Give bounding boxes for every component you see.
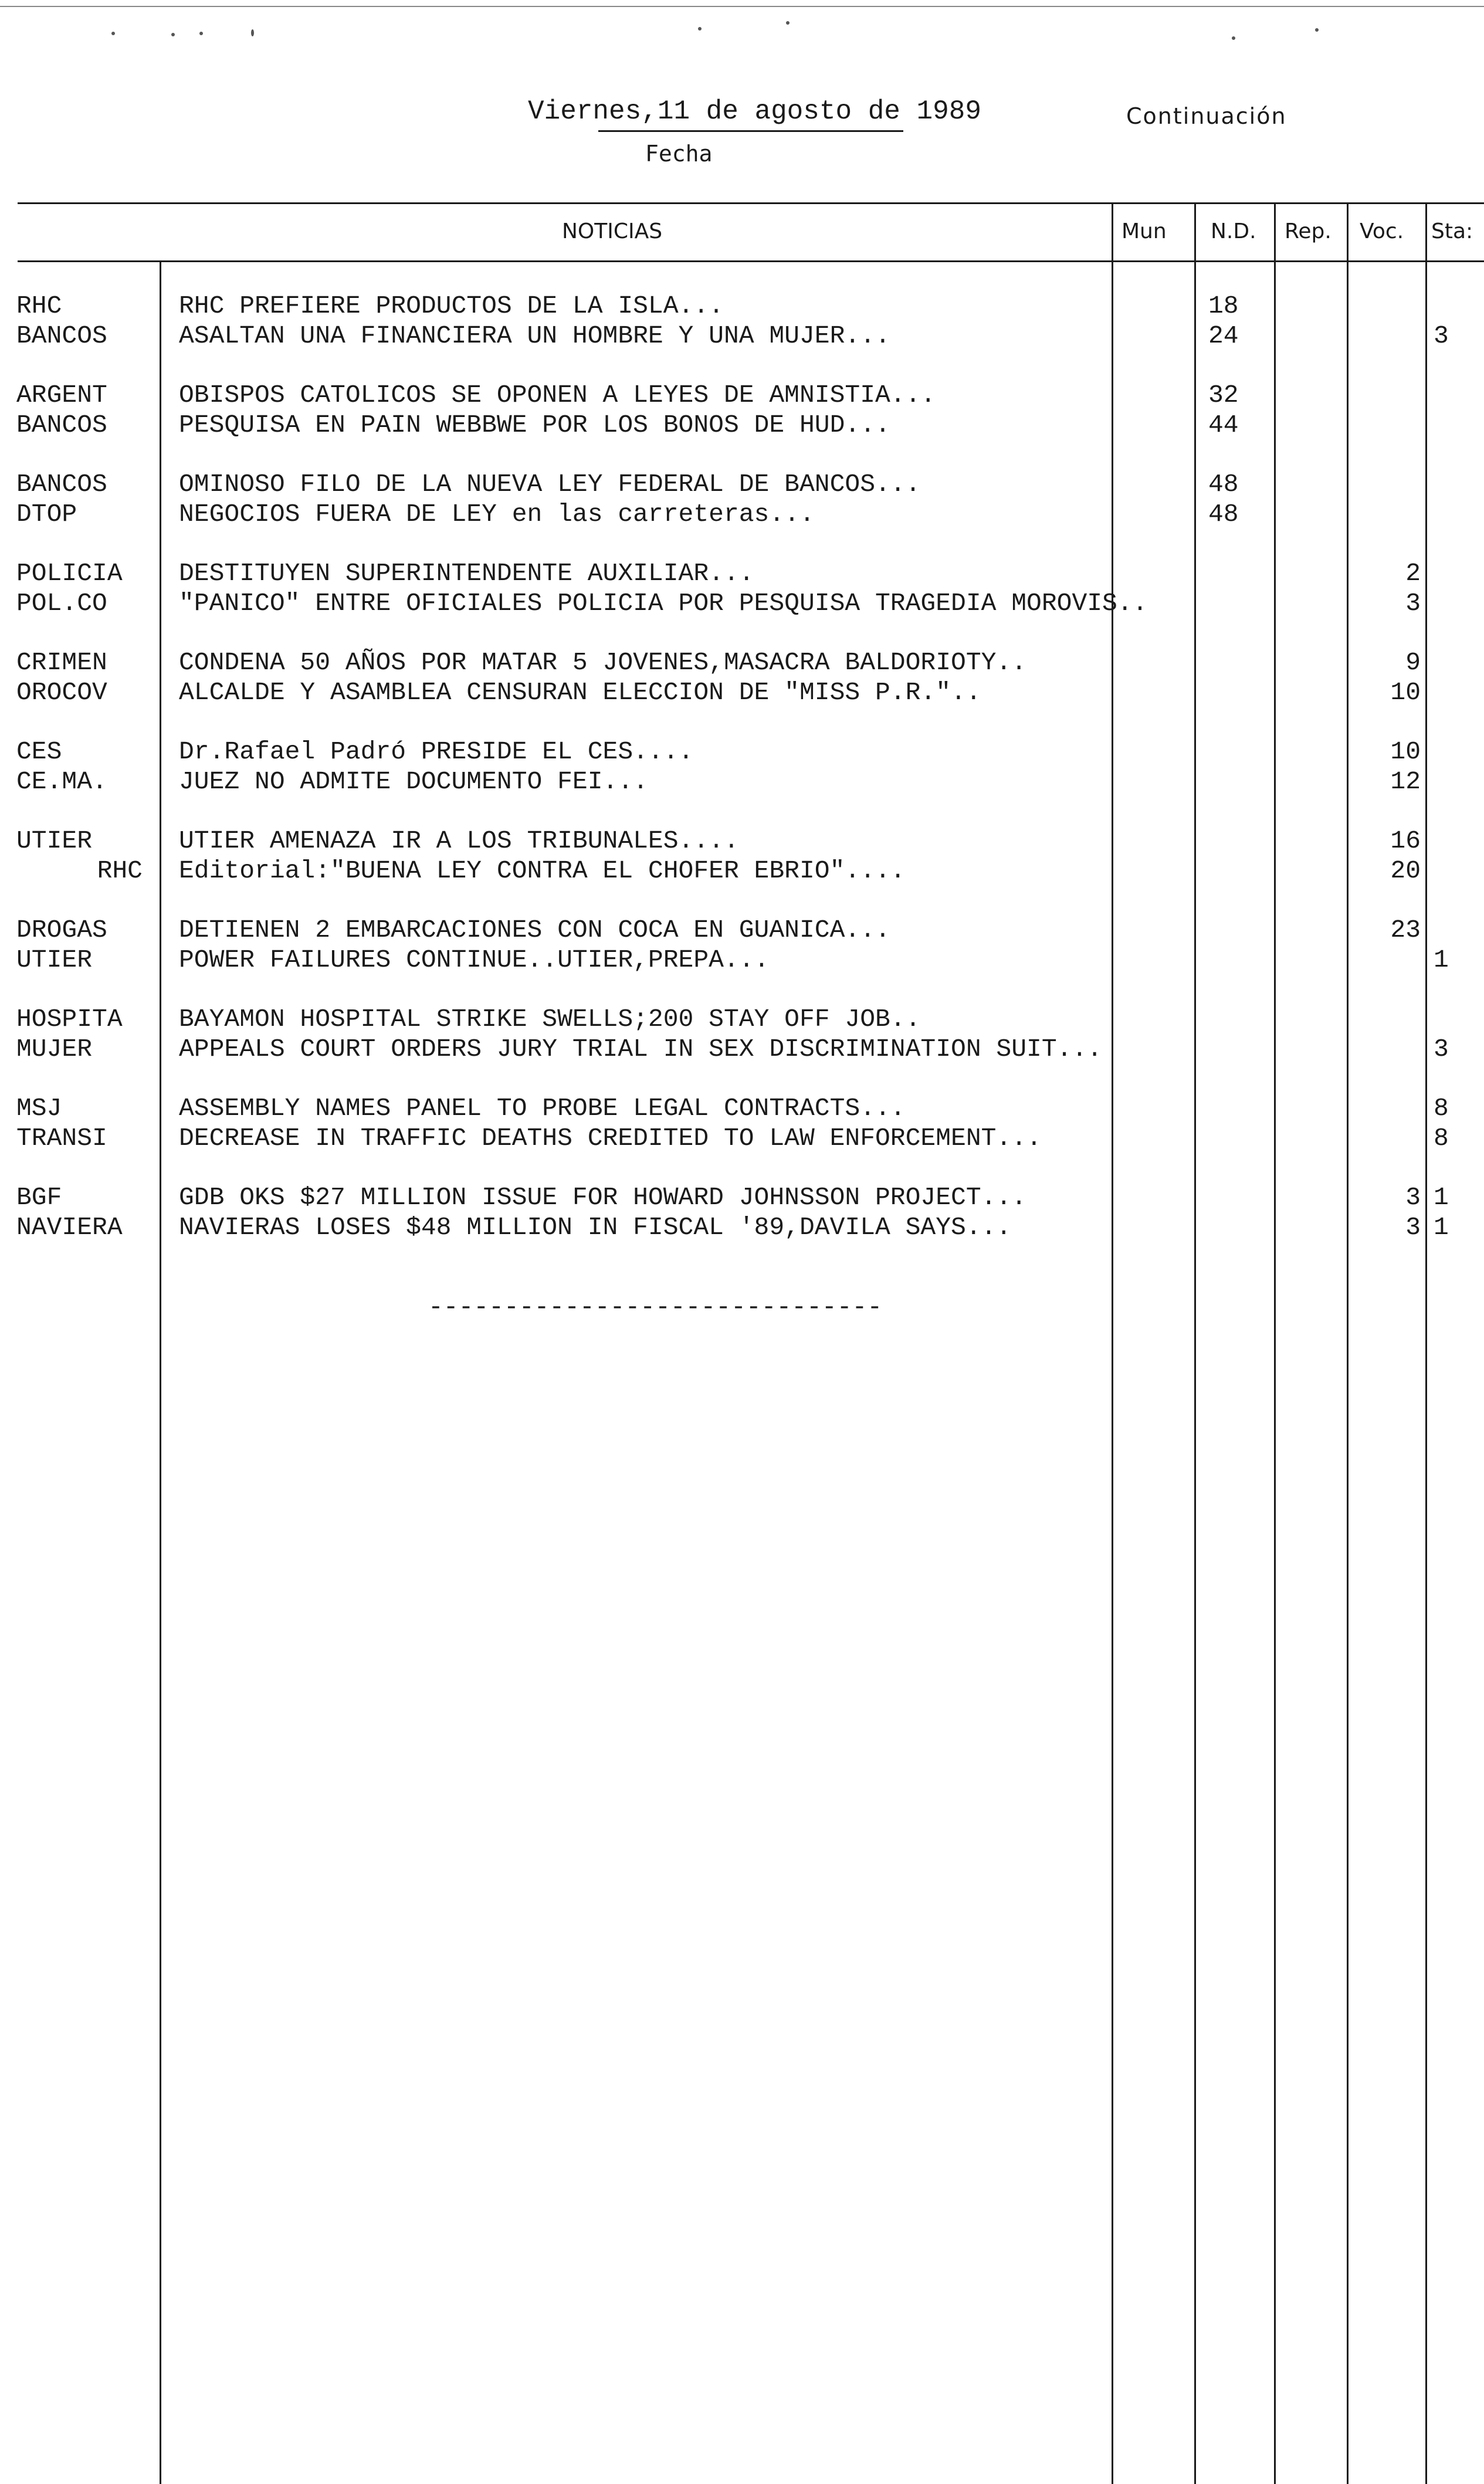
- row-category: HOSPITA: [16, 1005, 123, 1033]
- scan-speck: [199, 32, 203, 35]
- date-underline: [598, 130, 903, 132]
- row-category: POLICIA: [16, 559, 123, 588]
- row-headline: NEGOCIOS FUERA DE LEY en las carreteras...: [179, 500, 815, 528]
- row-category: NAVIERA: [16, 1213, 123, 1242]
- row-headline: "PANICO" ENTRE OFICIALES POLICIA POR PESQUISA TRAGEDIA MOROVIS..: [179, 589, 1148, 618]
- row-category: UTIER: [16, 946, 93, 974]
- row-category: ARGENT: [16, 381, 107, 409]
- row-headline: UTIER AMENAZA IR A LOS TRIBUNALES....: [179, 826, 739, 855]
- end-separator: ------------------------------: [428, 1293, 883, 1321]
- column-noticias: NOTICIAS: [562, 219, 663, 243]
- row-headline: PESQUISA EN PAIN WEBBWE POR LOS BONOS DE HUD...: [179, 411, 890, 439]
- category-column-rule: [160, 262, 161, 2484]
- row-star-page: 1: [1434, 1183, 1449, 1212]
- scan-speck: [1315, 28, 1319, 32]
- column-rep: Rep.: [1285, 219, 1331, 243]
- scan-speck: [251, 29, 254, 36]
- row-star-page: 8: [1434, 1094, 1449, 1123]
- fecha-label: Fecha: [645, 141, 713, 167]
- row-headline: BAYAMON HOSPITAL STRIKE SWELLS;200 STAY OFF JOB..: [179, 1005, 921, 1033]
- table-top-rule: [18, 202, 1484, 204]
- row-headline: GDB OKS $27 MILLION ISSUE FOR HOWARD JOHNSSON PROJECT...: [179, 1183, 1027, 1212]
- row-star-page: 1: [1434, 946, 1449, 974]
- row-voc-page: 10: [1390, 678, 1421, 707]
- row-category: BGF: [16, 1183, 62, 1212]
- row-category: TRANSI: [16, 1124, 107, 1153]
- row-nd-page: 18: [1208, 292, 1239, 320]
- row-category: CRIMEN: [16, 648, 107, 677]
- row-headline: OBISPOS CATOLICOS SE OPONEN A LEYES DE AMNISTIA...: [179, 381, 936, 409]
- row-category: POL.CO: [16, 589, 107, 618]
- row-voc-page: 3: [1405, 1183, 1421, 1212]
- row-star-page: 1: [1434, 1213, 1449, 1242]
- row-voc-page: 20: [1390, 856, 1421, 885]
- row-headline: NAVIERAS LOSES $48 MILLION IN FISCAL '89,DAVILA SAYS...: [179, 1213, 1012, 1242]
- row-voc-page: 9: [1405, 648, 1421, 677]
- row-headline: ASSEMBLY NAMES PANEL TO PROBE LEGAL CONTRACTS...: [179, 1094, 906, 1123]
- row-headline: CONDENA 50 AÑOS POR MATAR 5 JOVENES,MASACRA BALDORIOTY..: [179, 648, 1027, 677]
- row-headline: JUEZ NO ADMITE DOCUMENTO FEI...: [179, 767, 648, 796]
- row-headline: Editorial:"BUENA LEY CONTRA EL CHOFER EBRIO"....: [179, 856, 906, 885]
- row-voc-page: 16: [1390, 826, 1421, 855]
- row-voc-page: 2: [1405, 559, 1421, 588]
- column-star: Sta:: [1431, 219, 1473, 243]
- row-category: BANCOS: [16, 470, 107, 499]
- scan-speck: [171, 33, 175, 36]
- row-star-page: 3: [1434, 1035, 1449, 1063]
- scan-speck: [786, 21, 790, 25]
- row-headline: POWER FAILURES CONTINUE..UTIER,PREPA...: [179, 946, 770, 974]
- row-nd-page: 32: [1208, 381, 1239, 409]
- row-category: BANCOS: [16, 411, 107, 439]
- continuation-label: Continuación: [1126, 103, 1287, 129]
- row-headline: Dr.Rafael Padró PRESIDE EL CES....: [179, 737, 694, 766]
- row-headline: RHC PREFIERE PRODUCTOS DE LA ISLA...: [179, 292, 724, 320]
- row-headline: DESTITUYEN SUPERINTENDENTE AUXILIAR...: [179, 559, 754, 588]
- scan-speck: [1232, 36, 1235, 40]
- top-edge-line: [0, 6, 1484, 7]
- table-header-rule: [18, 260, 1484, 262]
- row-headline: OMINOSO FILO DE LA NUEVA LEY FEDERAL DE BANCOS...: [179, 470, 921, 499]
- row-nd-page: 48: [1208, 500, 1239, 528]
- star-column-rule: [1425, 202, 1427, 2484]
- row-headline: ALCALDE Y ASAMBLEA CENSURAN ELECCION DE "MISS P.R."..: [179, 678, 981, 707]
- column-voc: Voc.: [1360, 219, 1404, 243]
- row-headline: APPEALS COURT ORDERS JURY TRIAL IN SEX DISCRIMINATION SUIT...: [179, 1035, 1103, 1063]
- row-category: RHC: [16, 292, 62, 320]
- column-mun: Mun: [1122, 219, 1167, 243]
- row-category: BANCOS: [16, 321, 107, 350]
- row-category: DTOP: [16, 500, 77, 528]
- scan-speck: [111, 32, 115, 35]
- row-voc-page: 3: [1405, 589, 1421, 618]
- row-voc-page: 10: [1390, 737, 1421, 766]
- row-star-page: 3: [1434, 321, 1449, 350]
- row-category: OROCOV: [16, 678, 107, 707]
- row-category: UTIER: [16, 826, 93, 855]
- row-star-page: 8: [1434, 1124, 1449, 1153]
- voc-column-rule: [1347, 202, 1349, 2484]
- row-headline: DETIENEN 2 EMBARCACIONES CON COCA EN GUANICA...: [179, 916, 890, 944]
- row-voc-page: 3: [1405, 1213, 1421, 1242]
- row-voc-page: 12: [1390, 767, 1421, 796]
- row-voc-page: 23: [1390, 916, 1421, 944]
- row-nd-page: 48: [1208, 470, 1239, 499]
- row-headline: ASALTAN UNA FINANCIERA UN HOMBRE Y UNA MUJER...: [179, 321, 890, 350]
- row-category: MUJER: [16, 1035, 93, 1063]
- row-category: CE.MA.: [16, 767, 107, 796]
- rep-column-rule: [1274, 202, 1276, 2484]
- nd-column-rule: [1194, 202, 1196, 2484]
- row-nd-page: 24: [1208, 321, 1239, 350]
- row-category: CES: [16, 737, 62, 766]
- scan-speck: [698, 27, 702, 31]
- document-date: Viernes,11 de agosto de 1989: [528, 96, 981, 127]
- row-nd-page: 44: [1208, 411, 1239, 439]
- row-category: MSJ: [16, 1094, 62, 1123]
- row-category: DROGAS: [16, 916, 107, 944]
- row-headline: DECREASE IN TRAFFIC DEATHS CREDITED TO LAW ENFORCEMENT...: [179, 1124, 1042, 1153]
- column-nd: N.D.: [1211, 219, 1256, 243]
- mun-column-rule: [1112, 202, 1113, 2484]
- row-category: RHC: [97, 856, 143, 885]
